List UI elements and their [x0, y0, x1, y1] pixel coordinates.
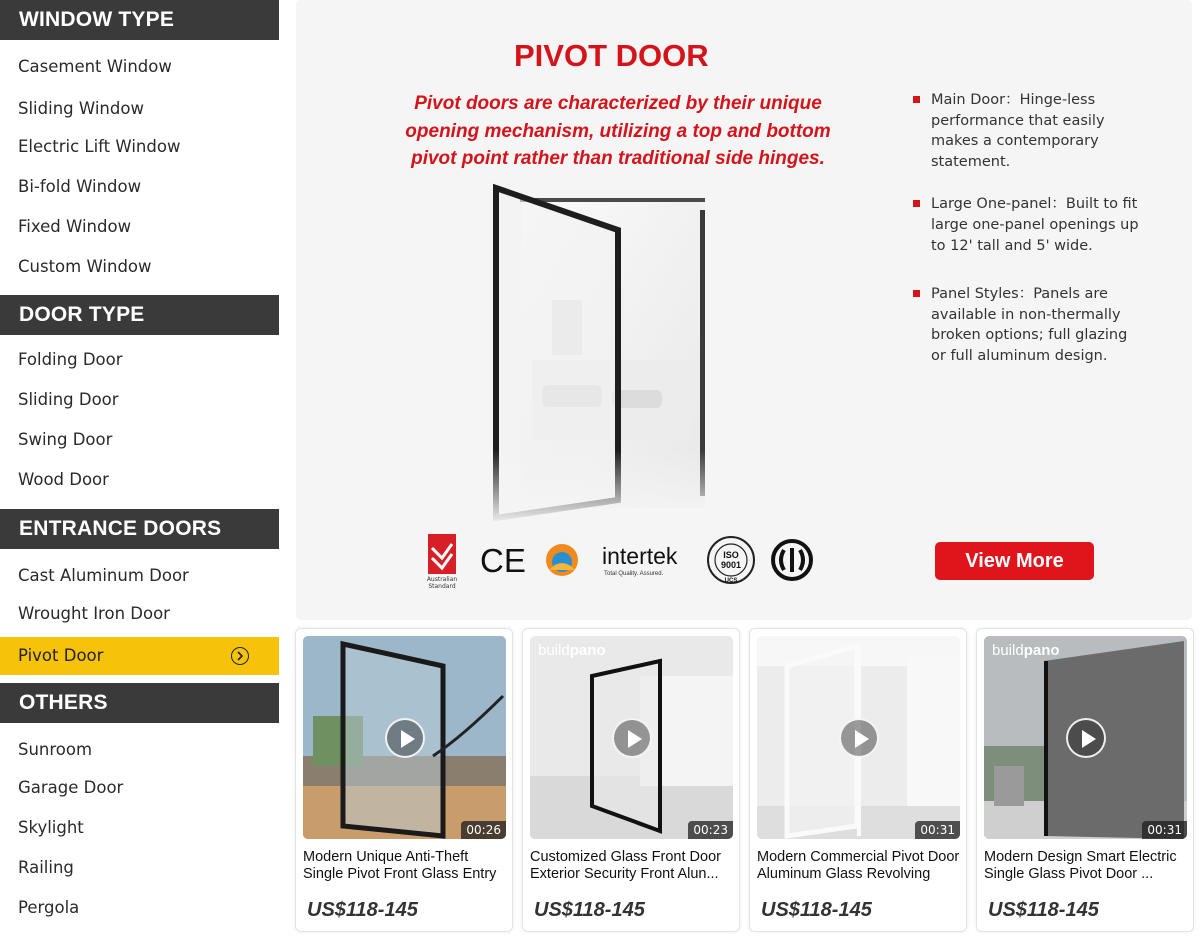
video-duration: 00:31 — [915, 821, 960, 839]
play-icon[interactable] — [612, 718, 652, 758]
video-duration: 00:31 — [1142, 821, 1187, 839]
energy-rating-logo — [544, 542, 580, 578]
feature-item: Large One-panel：Built to fit large one-panel openings up to 12' tall and 5' wide. — [910, 194, 1140, 256]
svg-text:9001: 9001 — [720, 560, 742, 570]
video-duration: 00:23 — [688, 821, 733, 839]
pivot-door-hero — [296, 0, 1192, 620]
sidebar-item-garage-door[interactable]: Garage Door — [18, 778, 124, 797]
product-title[interactable]: Modern Unique Anti-Theft Single Pivot Front Glass Entry — [303, 849, 497, 882]
pivot-door-image — [492, 180, 722, 525]
product-card[interactable] — [522, 628, 740, 932]
svg-text:UCS: UCS — [724, 578, 738, 584]
sidebar-item-folding-door[interactable]: Folding Door — [18, 350, 123, 369]
sidebar-item-railing[interactable]: Railing — [18, 858, 74, 877]
product-card[interactable] — [976, 628, 1194, 932]
intertek-logo — [602, 542, 694, 582]
sidebar-item-wood-door[interactable]: Wood Door — [18, 470, 109, 489]
page-title: PIVOT DOOR — [514, 38, 709, 73]
sidebar-item-pivot-door[interactable] — [0, 637, 279, 675]
product-video-thumbnail[interactable] — [757, 636, 960, 839]
sidebar-item-electric-lift-window[interactable]: Electric Lift Window — [18, 137, 181, 156]
video-duration: 00:26 — [461, 821, 506, 839]
ce-mark-logo — [480, 542, 526, 578]
hero-description: Pivot doors are characterized by their unique opening mechanism, utilizing a top and bottom pivot point rather than traditional side hinges. — [405, 93, 831, 169]
svg-text:Total Quality. Assured.: Total Quality. Assured. — [604, 571, 664, 577]
product-price: US$118-145 — [988, 899, 1099, 921]
sidebar-item-sliding-door[interactable]: Sliding Door — [18, 390, 119, 409]
view-more-button[interactable]: View More — [935, 542, 1094, 580]
sidebar-item-sunroom[interactable]: Sunroom — [18, 740, 93, 759]
svg-text:ISO: ISO — [723, 550, 739, 560]
door-type-header: DOOR TYPE — [0, 295, 279, 335]
svg-text:CE: CE — [480, 542, 526, 578]
product-video-thumbnail[interactable] — [303, 636, 506, 839]
certification-logos — [424, 534, 824, 589]
product-title[interactable]: Customized Glass Front Door Exterior Security Front Alun... — [530, 849, 721, 882]
product-price: US$118-145 — [307, 899, 418, 921]
entrance-doors-header: ENTRANCE DOORS — [0, 509, 279, 549]
category-sidebar — [0, 0, 279, 938]
product-price: US$118-145 — [761, 899, 872, 921]
feature-item: Panel Styles：Panels are available in non-thermally broken options; full glazing or full aluminum design. — [910, 284, 1140, 366]
product-video-thumbnail[interactable] — [530, 636, 733, 839]
bullet-square-icon — [913, 96, 920, 103]
others-header: OTHERS — [0, 683, 279, 723]
sidebar-item-pergola[interactable]: Pergola — [18, 898, 80, 917]
product-price: US$118-145 — [534, 899, 645, 921]
chevron-right-circle-icon — [231, 647, 249, 665]
sidebar-item-swing-door[interactable]: Swing Door — [18, 430, 113, 449]
sidebar-item-fixed-window[interactable]: Fixed Window — [18, 217, 132, 236]
feature-item: Main Door：Hinge-less performance that easily makes a contemporary statement. — [910, 90, 1140, 172]
sidebar-item-skylight[interactable]: Skylight — [18, 818, 84, 837]
product-title[interactable]: Modern Commercial Pivot Door Aluminum Glass Revolving — [757, 849, 960, 882]
play-icon[interactable] — [1066, 718, 1106, 758]
buildpano-watermark-logo: buildpano — [992, 642, 1060, 659]
play-icon[interactable] — [385, 718, 425, 758]
product-card[interactable] — [749, 628, 967, 932]
play-icon[interactable] — [839, 718, 879, 758]
australian-standard-logo — [424, 534, 460, 589]
sidebar-item-casement-window[interactable]: Casement Window — [18, 57, 172, 76]
product-card[interactable] — [295, 628, 513, 932]
sidebar-item-custom-window[interactable]: Custom Window — [18, 257, 152, 276]
sidebar-item-sliding-window[interactable]: Sliding Window — [18, 99, 144, 118]
iso-9001-logo — [706, 534, 756, 586]
svg-text:intertek: intertek — [602, 543, 678, 569]
svg-text:Australian: Australian — [426, 576, 458, 583]
sidebar-item-bi-fold-window[interactable]: Bi-fold Window — [18, 177, 142, 196]
bullet-square-icon — [913, 290, 920, 297]
sidebar-item-wrought-iron-door[interactable]: Wrought Iron Door — [18, 604, 170, 623]
product-title[interactable]: Modern Design Smart Electric Single Glass Pivot Door ... — [984, 849, 1177, 882]
sidebar-item-label: Pivot Door — [18, 646, 104, 665]
bullet-square-icon — [913, 200, 920, 207]
csa-logo — [770, 538, 814, 582]
window-type-header: WINDOW TYPE — [0, 0, 279, 40]
feature-list — [910, 90, 1140, 367]
buildpano-watermark-logo: buildpano — [538, 642, 606, 659]
sidebar-item-cast-aluminum-door[interactable]: Cast Aluminum Door — [18, 566, 189, 585]
svg-text:Standard: Standard — [428, 583, 456, 589]
product-video-thumbnail[interactable] — [984, 636, 1187, 839]
